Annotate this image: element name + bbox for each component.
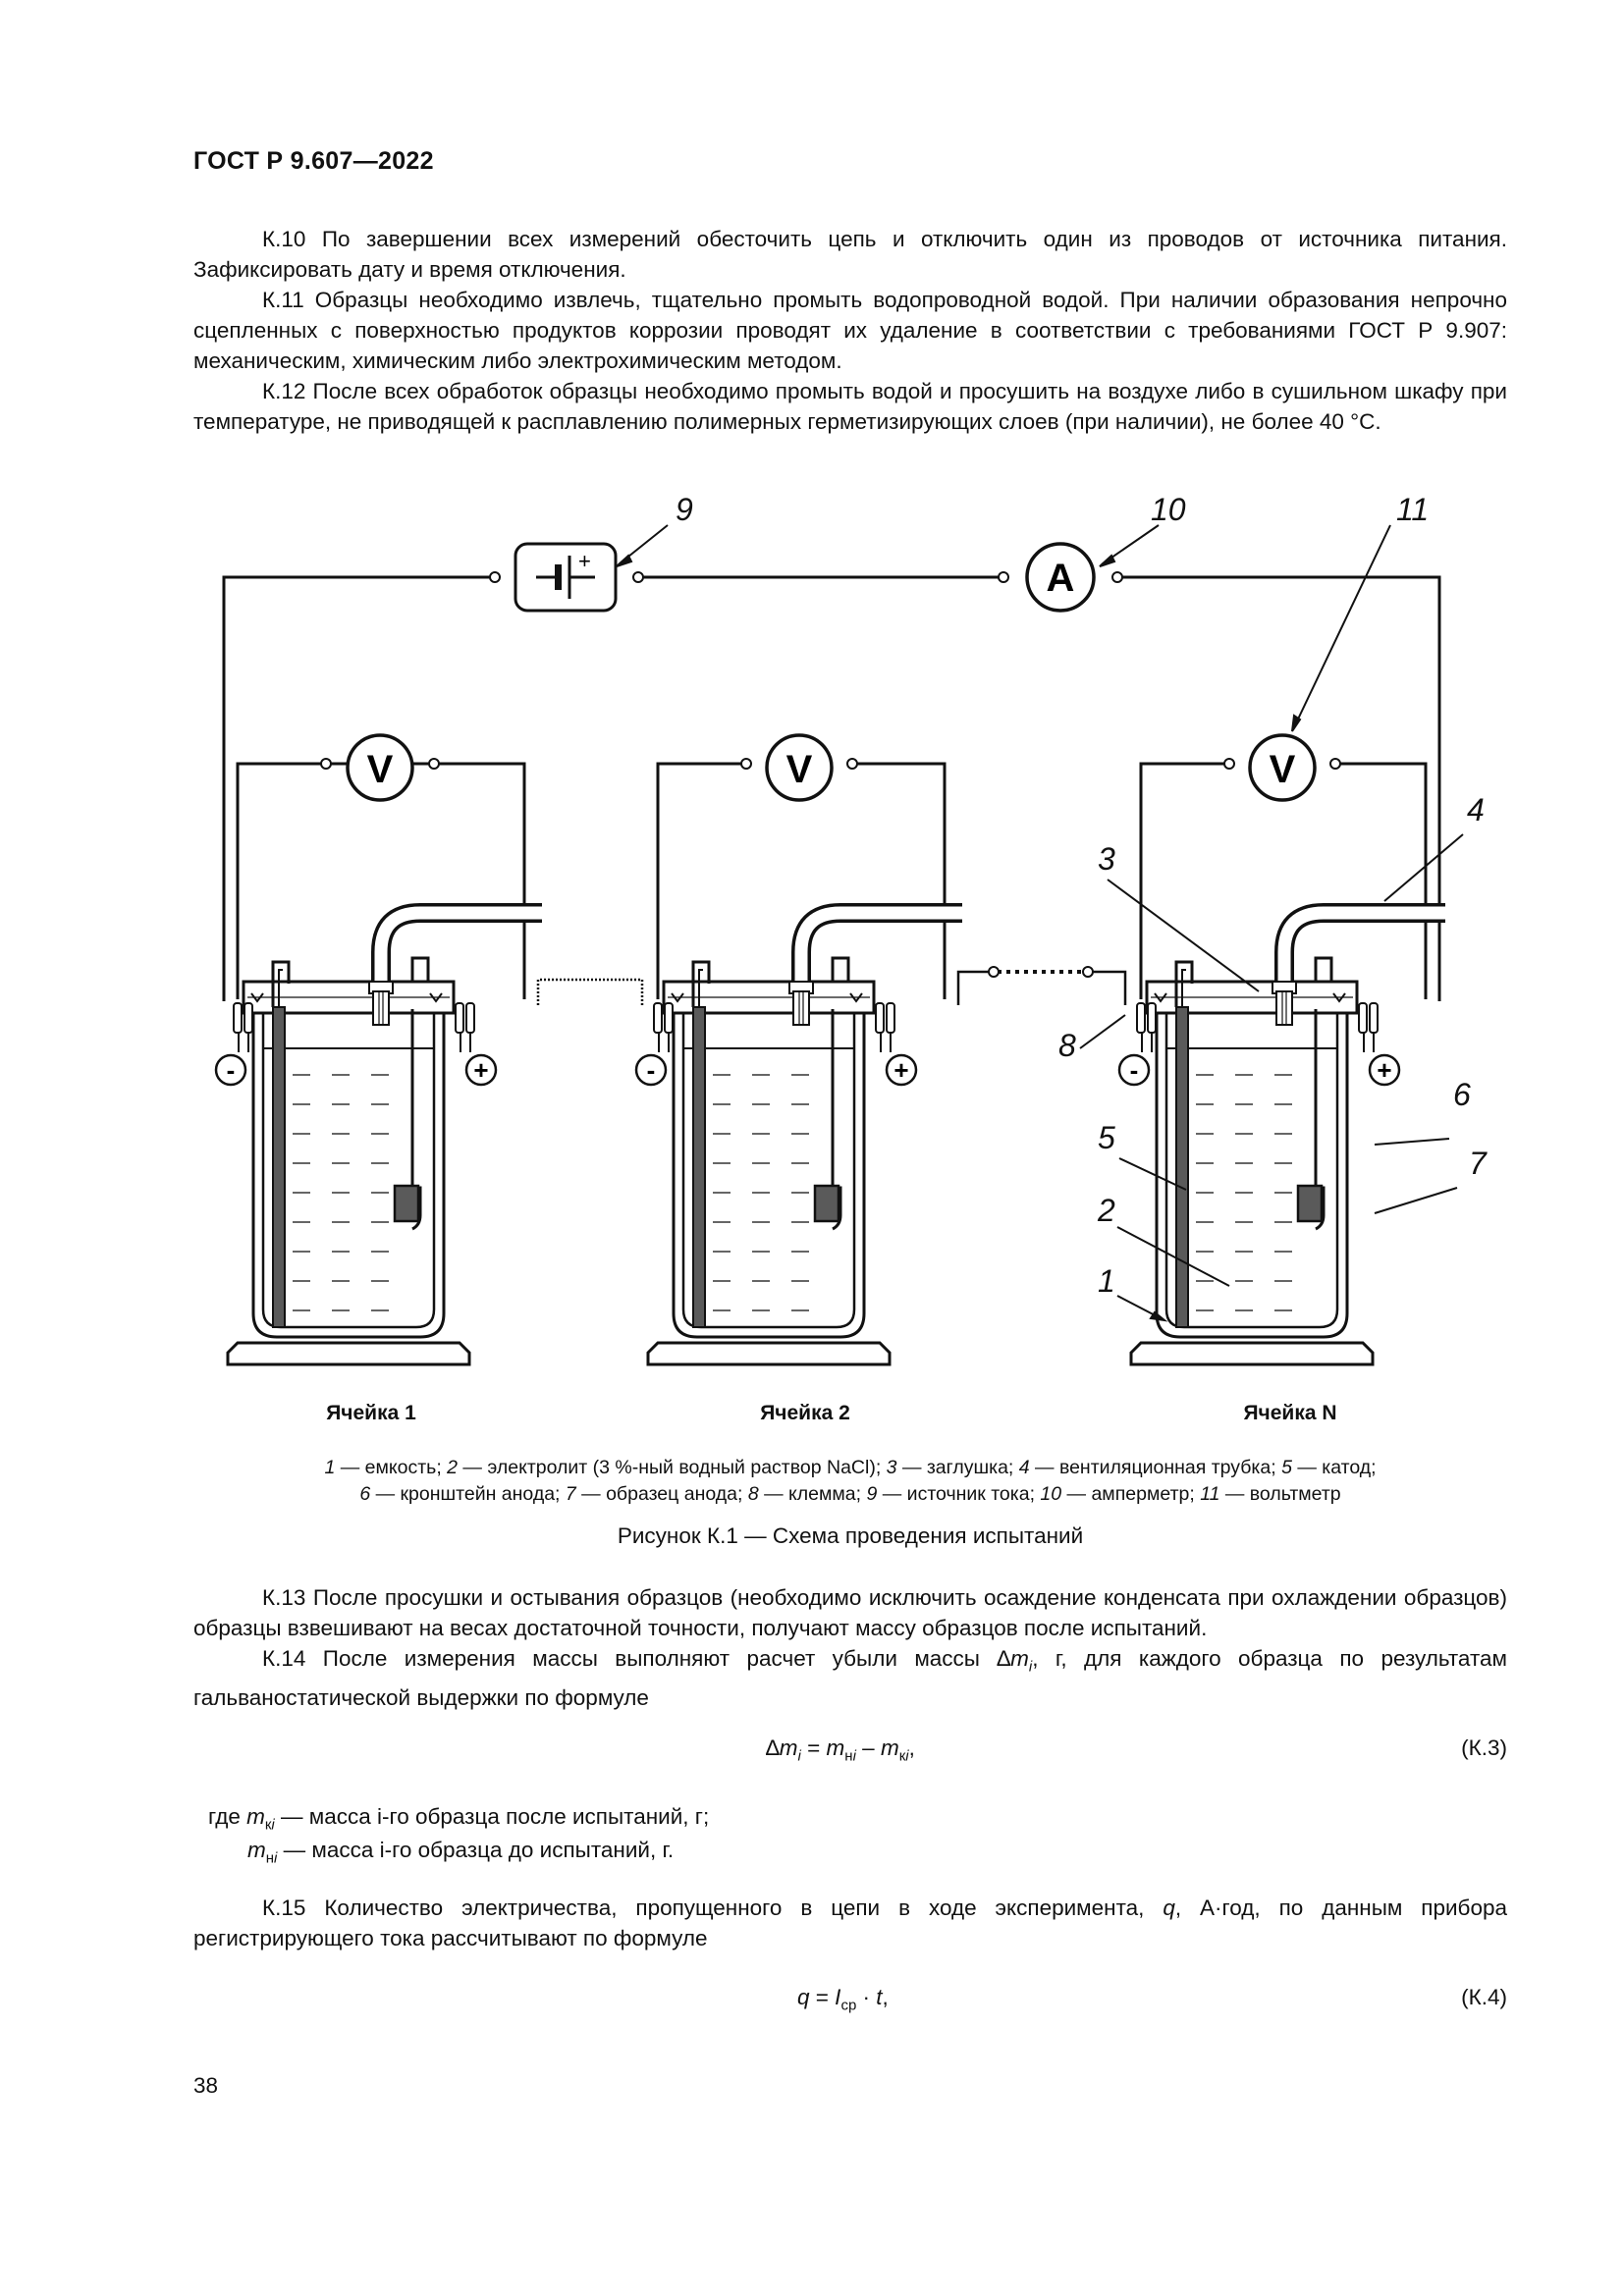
voltmeter-icon xyxy=(1250,735,1315,800)
paragraph-k12: К.12 После всех обработок образцы необходимо промыть водой и просушить на воздухе либо в сушильном шкафу при температуре, не приводящей к расплавлению полимерных герметизирующих слоев (при наличии), не более 40 °С. xyxy=(193,379,1507,434)
plus-sign: + xyxy=(893,1055,909,1085)
figure-legend xyxy=(193,1455,1507,1508)
paragraph-k15: К.15 Количество электричества, пропущенного в цепи в ходе эксперимента, q, А·год, по данным прибора регистрирующего тока рассчитывают по формуле xyxy=(193,1896,1507,1950)
paragraph-k13: К.13 После просушки и остывания образцов (необходимо исключить осаждение конденсата при охлаждении образцов) образцы взвешивают на весах достаточной точности, получают массу образцов после испытаний. xyxy=(193,1585,1507,1640)
ammeter-icon xyxy=(1027,544,1094,611)
voltmeter-icon xyxy=(767,735,832,800)
callout-3: 3 xyxy=(1098,841,1115,877)
callout-9: 9 xyxy=(676,492,693,527)
minus-sign: - xyxy=(646,1055,656,1085)
paragraph-k11: К.11 Образцы необходимо извлечь, тщательно промыть водопроводной водой. При наличии образования непрочно сцепленных с поверхностью продуктов коррозии проводят их удаление в соответствии с требованиями ГОСТ Р 9.907: механическим, химическим либо электрохимическим методом. xyxy=(193,288,1507,373)
cell-n-label: Ячейка N xyxy=(1243,1402,1337,1424)
svg-text:+: + xyxy=(578,549,591,573)
where-line-2: $m_{нi}$ — масса i-го образца до испытаний, г. xyxy=(247,1838,675,1867)
cell-1-label: Ячейка 1 xyxy=(326,1402,416,1424)
svg-text:V: V xyxy=(1269,748,1296,791)
svg-text:V: V xyxy=(785,748,813,791)
test-scheme-figure xyxy=(0,481,1624,1443)
callout-5: 5 xyxy=(1098,1120,1115,1155)
callout-4: 4 xyxy=(1467,792,1485,828)
minus-sign: - xyxy=(226,1055,236,1085)
plus-sign: + xyxy=(1377,1055,1392,1085)
bottom-text xyxy=(193,1893,1507,1953)
callout-2: 2 xyxy=(1098,1193,1115,1228)
ammeter-label: A xyxy=(1046,557,1075,600)
callout-8: 8 xyxy=(1058,1028,1076,1063)
formula-k3: $\Delta m_i = m_{нi} - m_{кi}$, xyxy=(766,1735,915,1765)
cell-2-label: Ячейка 2 xyxy=(760,1402,850,1424)
paragraph-k14: К.14 После измерения массы выполняют расчет убыли массы $\Delta m_i$, г, для каждого образца по результатам гальваностатической выдержки по формуле xyxy=(193,1646,1507,1710)
formula-k4-number: (К.4) xyxy=(1461,1985,1507,2009)
document-header: ГОСТ Р 9.607—2022 xyxy=(193,147,434,175)
top-text xyxy=(193,224,1507,437)
power-source-icon xyxy=(515,544,616,611)
callout-11: 11 xyxy=(1396,492,1430,527)
plus-sign: + xyxy=(473,1055,489,1085)
page-number: 38 xyxy=(193,2073,219,2098)
formula-k3-number: (К.3) xyxy=(1461,1735,1507,1760)
formula-k4: $q = I_{ср} \cdot t$, xyxy=(797,1985,889,2014)
voltmeter-icon xyxy=(348,735,412,800)
legend-line-2: 6 — кронштейн анода; 7 — образец анода; 8 — клемма; 9 — источник тока; 10 — амперметр; 11 — вольтметр xyxy=(359,1483,1341,1505)
figure-caption: Рисунок К.1 — Схема проведения испытаний xyxy=(617,1523,1084,1548)
minus-sign: - xyxy=(1129,1055,1139,1085)
middle-text xyxy=(193,1582,1507,1713)
callout-10: 10 xyxy=(1151,492,1186,527)
paragraph-k10: К.10 По завершении всех измерений обесточить цепь и отключить один из проводов от источника питания. Зафиксировать дату и время отключения. xyxy=(193,227,1507,282)
cell-2-beaker xyxy=(636,913,962,1364)
svg-text:V: V xyxy=(366,748,394,791)
callout-1: 1 xyxy=(1098,1263,1115,1299)
where-line-1: где $m_{кi}$ — масса i-го образца после испытаний, г; xyxy=(208,1804,710,1834)
cell-n-beaker xyxy=(1119,913,1445,1364)
cell-1-beaker xyxy=(216,913,542,1364)
legend-line-1: 1 — емкость; 2 — электролит (3 %-ный водный раствор NaCl); 3 — заглушка; 4 — вентиляционная трубка; 5 — катод; xyxy=(324,1457,1377,1478)
callout-7: 7 xyxy=(1469,1146,1487,1181)
callout-6: 6 xyxy=(1453,1077,1471,1112)
